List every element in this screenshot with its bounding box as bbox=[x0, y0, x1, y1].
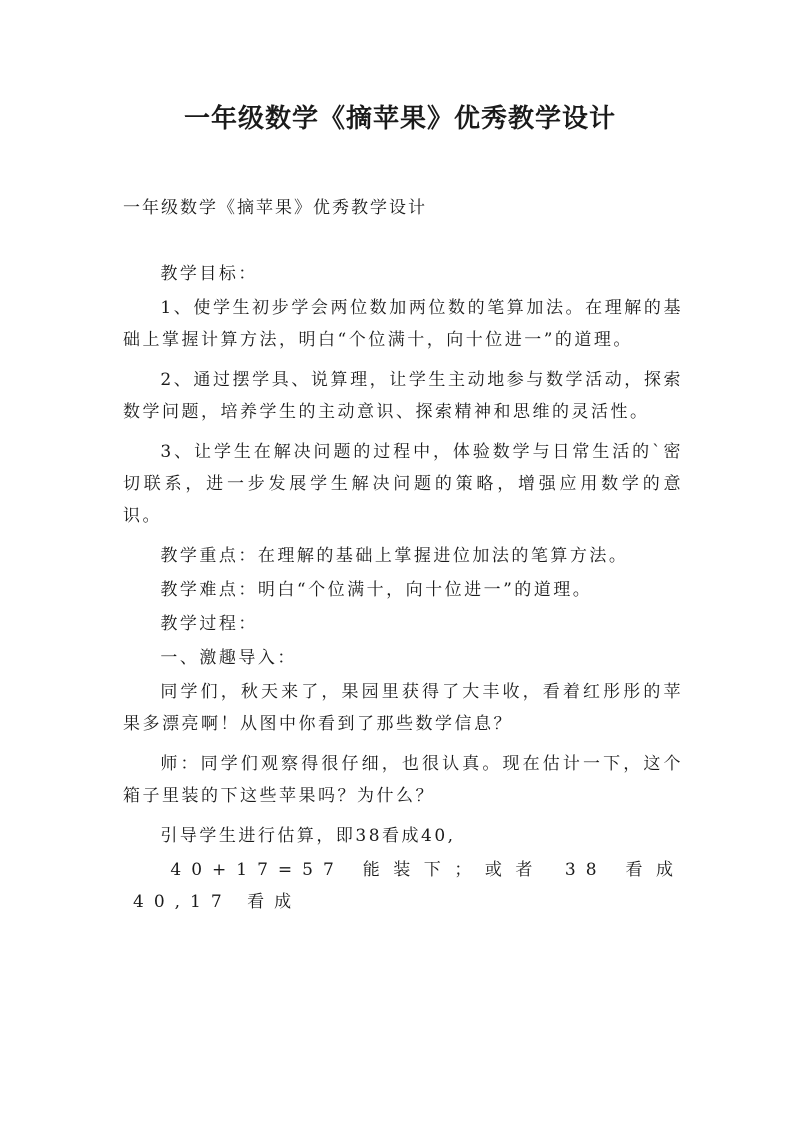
intro-paragraph-4: 40+17=57 能装下；或者 38 看成 40,17 看成 bbox=[133, 860, 683, 912]
section-heading-objectives: 教学目标： bbox=[160, 264, 258, 284]
difficult-point: 教学难点：明白“个位满十，向十位进一”的道理。 bbox=[160, 580, 593, 600]
objective-3: 3、让学生在解决问题的过程中，体验数学与日常生活的`密切联系，进一步发展学生解决问题的策略，增强应用数学的意识。 bbox=[123, 442, 683, 526]
section-heading-intro: 一、激趣导入： bbox=[160, 648, 297, 668]
objective-2: 2、通过摆学具、说算理，让学生主动地参与数学活动，探索数学问题，培养学生的主动意识、探索精神和思维的灵活性。 bbox=[123, 370, 683, 422]
objective-1: 1、使学生初步学会两位数加两位数的笔算加法。在理解的基础上掌握计算方法，明白“个位满十，向十位进一”的道理。 bbox=[123, 298, 683, 350]
intro-paragraph-3: 引导学生进行估算，即38看成40, bbox=[160, 826, 456, 846]
page-title: 一年级数学《摘苹果》优秀教学设计 bbox=[183, 104, 616, 134]
intro-paragraph-2: 师：同学们观察得很仔细，也很认真。现在估计一下，这个箱子里装的下这些苹果吗？为什么？ bbox=[123, 754, 683, 806]
intro-paragraph-1: 同学们，秋天来了，果园里获得了大丰收，看着红彤彤的苹果多漂亮啊！从图中你看到了那些数学信息？ bbox=[123, 682, 683, 734]
key-point: 教学重点：在理解的基础上掌握进位加法的笔算方法。 bbox=[160, 546, 629, 566]
document-subtitle: 一年级数学《摘苹果》优秀教学设计 bbox=[123, 198, 427, 218]
document-body bbox=[123, 258, 683, 926]
section-heading-process: 教学过程： bbox=[160, 614, 258, 634]
